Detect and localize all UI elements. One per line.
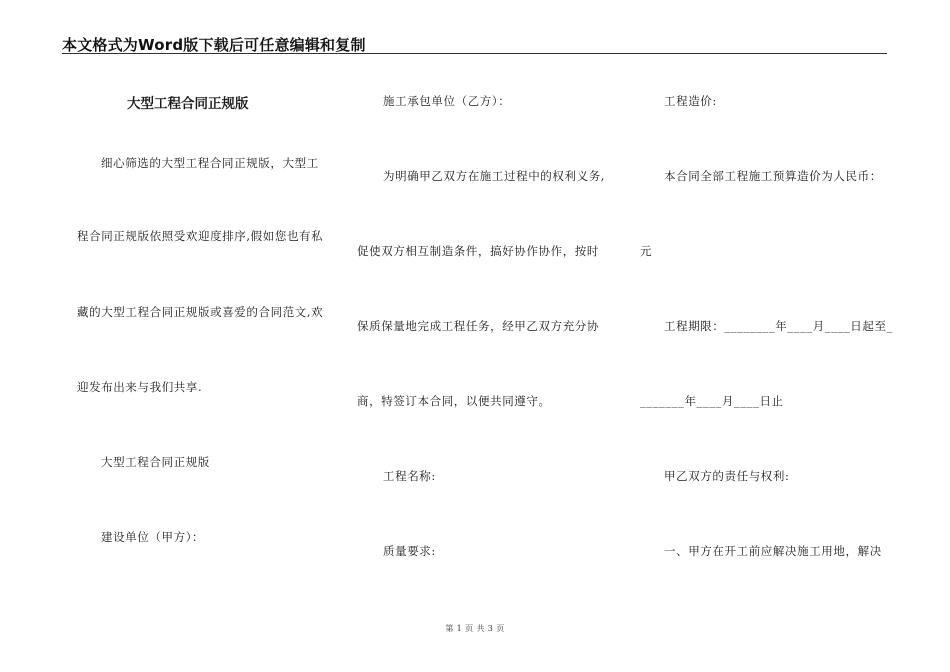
purpose-line-4: 商，特签订本合同，以便共同遵守。: [357, 394, 551, 408]
currency-unit-line: 元: [640, 244, 653, 258]
page-number-footer: 第 1 页 共 3 页: [445, 624, 505, 633]
responsibilities-heading: 甲乙双方的责任与权利:: [664, 469, 790, 483]
subtitle-line: 大型工程合同正规版: [101, 455, 210, 469]
party-b-line: 施工承包单位（乙方）：: [383, 94, 511, 108]
party-a-line: 建设单位（甲方）：: [101, 530, 205, 544]
intro-line-4: 迎发布出来与我们共享.: [77, 380, 203, 394]
purpose-line-1: 为明确甲乙双方在施工过程中的权利义务,: [383, 169, 606, 183]
intro-line-3: 藏的大型工程合同正规版或喜爱的合同范文,欢: [77, 305, 324, 319]
budget-line: 本合同全部工程施工预算造价为人民币：: [664, 169, 882, 183]
purpose-line-3: 保质保量地完成工程任务，经甲乙双方充分协: [357, 319, 599, 333]
clause-one-line: 一、甲方在开工前应解决施工用地，解决: [664, 544, 882, 558]
purpose-line-2: 促使双方相互制造条件，搞好协作协作，按时: [357, 244, 599, 258]
header-divider: [62, 53, 887, 54]
document-title: 大型工程合同正规版: [127, 96, 249, 112]
quality-requirement-line: 质量要求:: [383, 544, 436, 558]
page-header-banner: 本文格式为Word版下载后可任意编辑和复制: [62, 36, 366, 54]
intro-line-1: 细心筛选的大型工程合同正规版，大型工: [101, 156, 319, 170]
project-name-line: 工程名称:: [383, 469, 436, 483]
term-start-line: 工程期限：________年____月____日起至_: [664, 319, 893, 333]
project-cost-line: 工程造价:: [664, 94, 717, 108]
intro-line-2: 程合同正规版依照受欢迎度排序,假如您也有私: [77, 229, 324, 243]
term-end-line: _______年____月____日止: [640, 394, 784, 408]
